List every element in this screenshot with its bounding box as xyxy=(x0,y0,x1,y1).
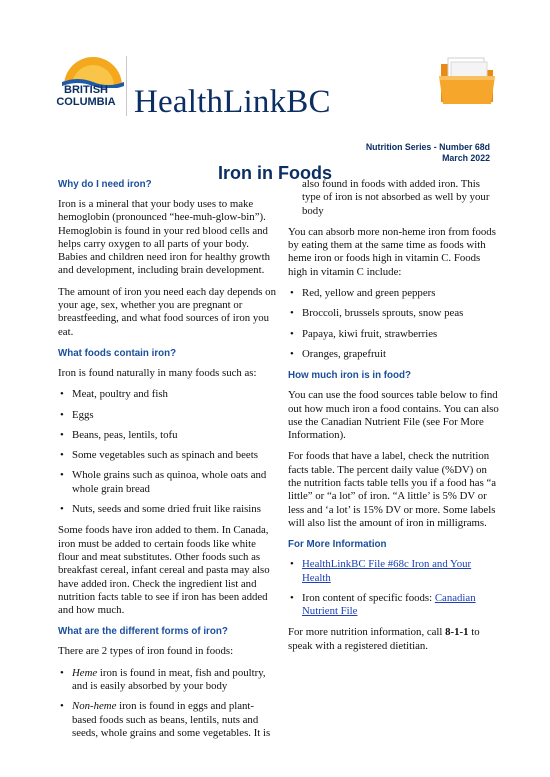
list-item xyxy=(288,558,500,585)
left-column xyxy=(58,178,276,748)
paragraph: For foods that have a label, check the nutrition facts table. The percent daily value (%DV) on the nutrition facts table tells you if a food has “a little” or “a lot” of iron. “A little’ is 5% DV or less and ‘a lot’ is 15% DV or more. Some labels will also list the amount of iron in milligrams. xyxy=(288,450,497,529)
series-date: March 2022 xyxy=(442,153,490,163)
list-item: • Some vegetables such as spinach and beets xyxy=(58,449,276,462)
list-item: • Eggs xyxy=(58,409,276,422)
paragraph: Iron is a mineral that your body uses to make hemoglobin (pronounced “hee-muh-glow-bin”). Hemoglobin is found in your red blood cells and helps carry oxygen to all parts of your body. Babies and children need iron for healthy growth and development, including brain development. xyxy=(58,198,270,277)
nutrient-file-link[interactable]: Canadian Nutrient File xyxy=(302,591,476,618)
paragraph xyxy=(288,626,500,653)
term-text: iron is found in meat, fish and poultry, and is easily absorbed by your body xyxy=(72,666,266,693)
series-number: Nutrition Series - Number 68d xyxy=(365,142,490,152)
paragraph: There are 2 types of iron found in foods: xyxy=(58,645,234,658)
list-item: • Nuts, seeds and some dried fruit like raisins xyxy=(58,503,276,516)
section-heading: Why do I need iron? xyxy=(58,179,152,190)
section-heading: What foods contain iron? xyxy=(58,347,177,359)
phone-number: 8-1-1 xyxy=(445,626,469,639)
list-item: • Beans, peas, lentils, tofu xyxy=(58,429,276,442)
vitamin-c-list xyxy=(288,287,500,361)
list-item: • Meat, poultry and fish xyxy=(58,388,276,401)
section-heading: What are the different forms of iron? xyxy=(58,626,228,638)
list-item: • Red, yellow and green peppers xyxy=(288,287,500,300)
list-item: • Oranges, grapefruit xyxy=(288,348,500,361)
series-info xyxy=(366,142,490,164)
list-item xyxy=(58,700,276,740)
section-heading: For More Information xyxy=(288,539,387,551)
iron-types-list xyxy=(58,667,276,740)
list-item xyxy=(58,667,276,694)
page-title: Iron in Foods xyxy=(218,163,332,183)
paragraph: Some foods have iron added to them. In Canada, iron must be added to certain foods like white flour and meat substitutes. Other foods such as breakfast cereal, infant cereal and pasta may also have added iron. Check the ingredient list and nutrition facts table to see if iron has been added and how much. xyxy=(58,524,270,617)
term: Non-heme xyxy=(72,700,117,713)
link-prefix: Iron content of specific foods: xyxy=(302,591,435,604)
list-item: • Whole grains such as quinoa, whole oats and whole grain bread xyxy=(58,469,276,496)
paragraph: You can absorb more non-heme iron from foods by eating them at the same time as foods with heme iron or foods high in vitamin C. Foods high in vitamin C include: xyxy=(288,225,496,278)
section-heading: How much iron is in food? xyxy=(288,370,411,382)
paragraph: Iron is found naturally in many foods such as: xyxy=(58,366,257,379)
logo-divider xyxy=(126,56,127,116)
list-item xyxy=(288,592,500,619)
term: Heme xyxy=(72,666,98,679)
paragraph: also found in foods with added iron. This type of iron is not absorbed as well by your body xyxy=(302,178,490,217)
iron-foods-list xyxy=(58,388,276,516)
text: to speak with a registered dietitian. xyxy=(288,626,480,652)
list-item: • Papaya, kiwi fruit, strawberries xyxy=(288,328,500,341)
paragraph: You can use the food sources table below to find out how much iron a food contains. You can also use the Canadian Nutrient File (see For More Information). xyxy=(288,389,499,442)
paragraph: The amount of iron you need each day depends on your age, sex, whether you are pregnant or breastfeeding, and what food sources of iron you eat. xyxy=(58,285,276,338)
more-info-list xyxy=(288,558,500,618)
healthlinkbc-logo: HealthLinkBC xyxy=(134,84,331,120)
folder-icon xyxy=(435,50,499,110)
term-text: iron is found in eggs and plant-based foods such as beans, lentils, nuts and seeds, whole grains and some vegetables. It is xyxy=(72,700,271,739)
healthlinkbc-file-link[interactable]: HealthLinkBC File #68c Iron and Your Health xyxy=(302,558,472,584)
list-item: • Broccoli, brussels sprouts, snow peas xyxy=(288,307,500,320)
text: For more nutrition information, call xyxy=(288,626,446,639)
bc-logo-text: BRITISH COLUMBIA xyxy=(56,84,116,108)
right-column xyxy=(288,178,500,661)
